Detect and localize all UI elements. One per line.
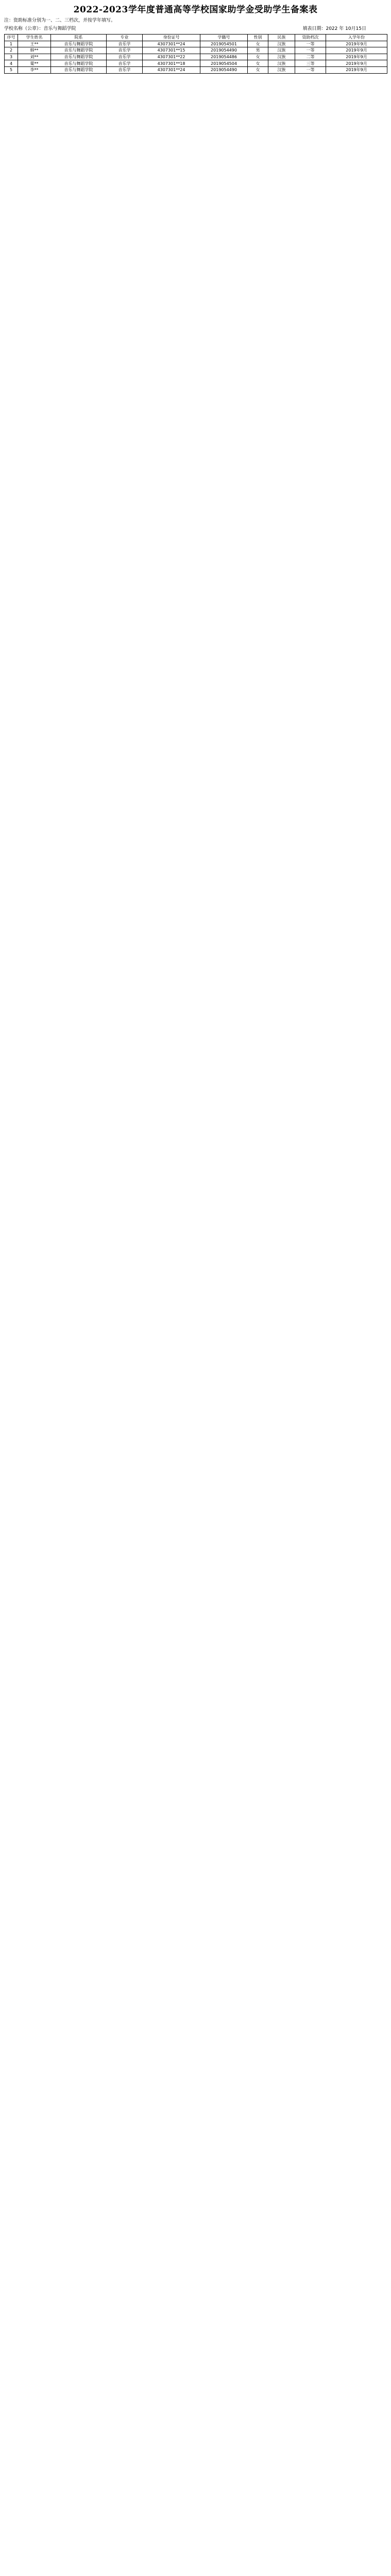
cell-enroll-year: 2019年9月 — [326, 47, 387, 54]
table-row — [5, 41, 387, 47]
document-page — [0, 0, 391, 79]
cell-gender: 女 — [248, 66, 268, 73]
cell-student-id: 2019054501 — [200, 41, 248, 47]
meta-row — [4, 25, 387, 32]
cell-id-number: 4307301**18 — [143, 60, 200, 67]
cell-id-number: 4307301**24 — [143, 41, 200, 47]
cell-enroll-year: 2019年9月 — [326, 41, 387, 47]
col-header: 民族 — [268, 35, 295, 41]
cell-name: 粟** — [18, 60, 51, 67]
cell-department: 音乐与舞蹈学院 — [51, 60, 107, 67]
table-row — [5, 66, 387, 73]
col-header: 入学年份 — [326, 35, 387, 41]
cell-department: 音乐与舞蹈学院 — [51, 41, 107, 47]
cell-student-id: 2019054490 — [200, 47, 248, 54]
date-value: 2022 年 10月15日 — [326, 26, 366, 31]
col-header: 身份证号 — [143, 35, 200, 41]
cell-ethnicity: 汉族 — [268, 60, 295, 67]
cell-major: 音乐学 — [107, 41, 143, 47]
cell-department: 音乐与舞蹈学院 — [51, 54, 107, 60]
cell-department: 音乐与舞蹈学院 — [51, 66, 107, 73]
col-header: 院系 — [51, 35, 107, 41]
date-field — [232, 25, 387, 32]
table-row — [5, 47, 387, 54]
cell-name: 李** — [18, 66, 51, 73]
cell-major: 音乐学 — [107, 66, 143, 73]
standard-note: 注：资助标准分别为一、二、三档次，并按学年填写。 — [4, 18, 116, 23]
col-header: 专业 — [107, 35, 143, 41]
school-label: 学校名称（公章）： — [4, 26, 44, 31]
cell-name: 韩** — [18, 47, 51, 54]
cell-department: 音乐与舞蹈学院 — [51, 47, 107, 54]
col-header: 学生姓名 — [18, 35, 51, 41]
school-field — [4, 25, 232, 32]
table-row — [5, 60, 387, 67]
cell-number: 4 — [5, 60, 18, 67]
cell-ethnicity: 汉族 — [268, 66, 295, 73]
table-header-row — [5, 35, 387, 41]
cell-ethnicity: 汉族 — [268, 41, 295, 47]
cell-major: 音乐学 — [107, 47, 143, 54]
cell-gender: 女 — [248, 41, 268, 47]
col-header: 资助档次 — [295, 35, 326, 41]
cell-ethnicity: 汉族 — [268, 54, 295, 60]
cell-major: 音乐学 — [107, 54, 143, 60]
cell-gender: 女 — [248, 54, 268, 60]
cell-student-id: 2019054486 — [200, 54, 248, 60]
cell-enroll-year: 2019年9月 — [326, 60, 387, 67]
col-header: 序号 — [5, 35, 18, 41]
cell-gender: 男 — [248, 47, 268, 54]
cell-name: 刘** — [18, 54, 51, 60]
cell-aid-level: 一等 — [295, 47, 326, 54]
cell-id-number: 4307301**24 — [143, 66, 200, 73]
col-header: 学籍号 — [200, 35, 248, 41]
school-value: 音乐与舞蹈学院 — [43, 26, 76, 31]
cell-name: 王** — [18, 41, 51, 47]
cell-number: 5 — [5, 66, 18, 73]
student-table — [4, 34, 387, 74]
cell-student-id: 2019054490 — [200, 66, 248, 73]
cell-aid-level: 二等 — [295, 54, 326, 60]
cell-number: 1 — [5, 41, 18, 47]
date-label: 填表日期： — [302, 26, 326, 31]
cell-number: 2 — [5, 47, 18, 54]
cell-id-number: 4307301**15 — [143, 47, 200, 54]
cell-number: 3 — [5, 54, 18, 60]
col-header: 性别 — [248, 35, 268, 41]
cell-gender: 女 — [248, 60, 268, 67]
cell-aid-level: 一等 — [295, 66, 326, 73]
cell-student-id: 2019054504 — [200, 60, 248, 67]
cell-major: 音乐学 — [107, 60, 143, 67]
cell-aid-level: 三等 — [295, 60, 326, 67]
cell-enroll-year: 2019年9月 — [326, 66, 387, 73]
document-title: 2022-2023学年度普通高等学校国家助学金受助学生备案表 — [73, 5, 318, 15]
cell-enroll-year: 2019年9月 — [326, 54, 387, 60]
cell-ethnicity: 汉族 — [268, 47, 295, 54]
cell-id-number: 4307301**22 — [143, 54, 200, 60]
table-row — [5, 54, 387, 60]
cell-aid-level: 一等 — [295, 41, 326, 47]
table-body — [5, 41, 387, 73]
